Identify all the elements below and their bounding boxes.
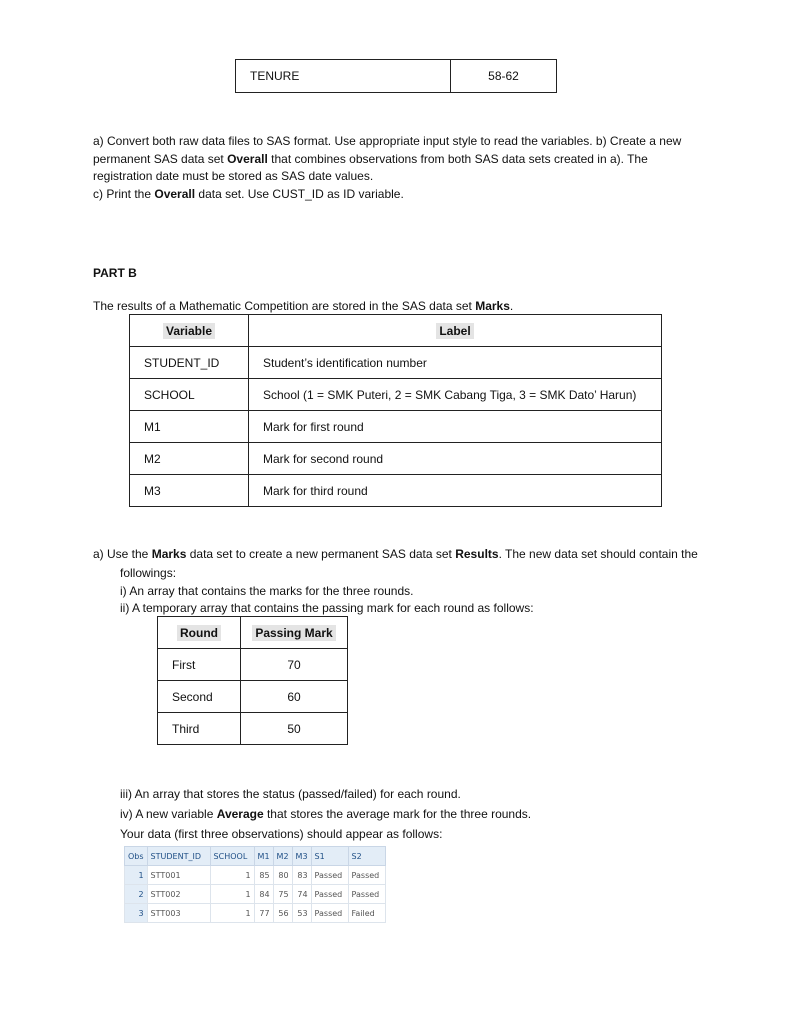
- label-header: Label: [249, 315, 662, 347]
- variable-header: Variable: [130, 315, 249, 347]
- table-row: [125, 866, 386, 885]
- sas-cell: 85: [254, 866, 273, 885]
- sas-cell: 80: [273, 866, 292, 885]
- table-row: [130, 379, 662, 411]
- table-row: [158, 681, 348, 713]
- sas-header-student-id: STUDENT_ID: [147, 847, 210, 866]
- sas-cell: 83: [292, 866, 311, 885]
- sas-cell: STT001: [147, 866, 210, 885]
- sas-cell: 75: [273, 885, 292, 904]
- round-cell: First: [158, 649, 241, 681]
- item-i: i) An array that contains the marks for the three rounds.: [120, 584, 414, 598]
- item-iii: iii) An array that stores the status (passed/failed) for each round.: [120, 787, 461, 801]
- passing-mark-cell: 50: [241, 713, 348, 745]
- tenure-value-cell: 58-62: [451, 60, 557, 93]
- passing-mark-cell: 70: [241, 649, 348, 681]
- sas-header-school: SCHOOL: [210, 847, 254, 866]
- sas-cell: Failed: [348, 904, 385, 923]
- tenure-label-cell: TENURE: [236, 60, 451, 93]
- variable-cell: STUDENT_ID: [130, 347, 249, 379]
- table-row: [158, 713, 348, 745]
- sas-cell: 1: [210, 904, 254, 923]
- sas-cell: 77: [254, 904, 273, 923]
- question-a-line-1: a) Use the Marks data set to create a new permanent SAS data set Results. The new data set should contain the: [93, 547, 698, 561]
- part-a-line-3: registration date must be stored as SAS date values.: [93, 169, 374, 183]
- table-row: [130, 443, 662, 475]
- passing-mark-table: [157, 616, 348, 745]
- passing-mark-cell: 60: [241, 681, 348, 713]
- variable-label-table: [129, 314, 662, 507]
- tenure-table: [235, 59, 557, 93]
- sas-cell: 56: [273, 904, 292, 923]
- question-a-line-2: followings:: [120, 566, 177, 580]
- round-cell: Second: [158, 681, 241, 713]
- part-a-line-4: c) Print the Overall data set. Use CUST_ID as ID variable.: [93, 186, 404, 201]
- round-header: Round: [158, 617, 241, 649]
- table-row: [130, 411, 662, 443]
- sas-cell: Passed: [311, 885, 348, 904]
- sas-cell: Passed: [311, 904, 348, 923]
- table-row: [130, 475, 662, 507]
- variable-cell: M1: [130, 411, 249, 443]
- label-cell: Mark for second round: [249, 443, 662, 475]
- sas-header-s2: S2: [348, 847, 385, 866]
- your-data-line: Your data (first three observations) should appear as follows:: [120, 827, 443, 841]
- label-cell: School (1 = SMK Puteri, 2 = SMK Cabang Tiga, 3 = SMK Dato’ Harun): [249, 379, 662, 411]
- table-row: [158, 649, 348, 681]
- sas-cell: 1: [125, 866, 148, 885]
- sas-cell: 2: [125, 885, 148, 904]
- part-a-instructions: [93, 133, 693, 203]
- variable-cell: M3: [130, 475, 249, 507]
- sas-header-obs: Obs: [125, 847, 148, 866]
- table-row: [125, 885, 386, 904]
- sas-cell: 1: [210, 885, 254, 904]
- sas-cell: 74: [292, 885, 311, 904]
- sas-cell: STT003: [147, 904, 210, 923]
- sas-output-table: [124, 846, 386, 923]
- sas-cell: 3: [125, 904, 148, 923]
- label-cell: Mark for first round: [249, 411, 662, 443]
- part-b-intro: The results of a Mathematic Competition are stored in the SAS data set Marks.: [93, 299, 514, 313]
- sas-cell: Passed: [348, 866, 385, 885]
- item-iv: iv) A new variable Average that stores the average mark for the three rounds.: [120, 807, 532, 821]
- sas-header-m2: M2: [273, 847, 292, 866]
- item-ii: ii) A temporary array that contains the passing mark for each round as follows:: [120, 601, 534, 615]
- sas-cell: Passed: [311, 866, 348, 885]
- label-cell: Student’s identification number: [249, 347, 662, 379]
- sas-header-m3: M3: [292, 847, 311, 866]
- variable-cell: M2: [130, 443, 249, 475]
- table-row: [125, 904, 386, 923]
- sas-cell: STT002: [147, 885, 210, 904]
- sas-cell: 84: [254, 885, 273, 904]
- sas-cell: 1: [210, 866, 254, 885]
- part-b-heading: PART B: [93, 266, 137, 280]
- passing-mark-header: Passing Mark: [241, 617, 348, 649]
- label-cell: Mark for third round: [249, 475, 662, 507]
- sas-cell: Passed: [348, 885, 385, 904]
- part-a-line-2: permanent SAS data set Overall that combines observations from both SAS data sets created in a). The: [93, 151, 648, 166]
- part-a-line-1: a) Convert both raw data files to SAS format. Use appropriate input style to read the variables. b) Create a new: [93, 134, 682, 148]
- sas-header-m1: M1: [254, 847, 273, 866]
- table-row: [130, 347, 662, 379]
- round-cell: Third: [158, 713, 241, 745]
- sas-cell: 53: [292, 904, 311, 923]
- sas-header-s1: S1: [311, 847, 348, 866]
- variable-cell: SCHOOL: [130, 379, 249, 411]
- sas-header-row: [125, 847, 386, 866]
